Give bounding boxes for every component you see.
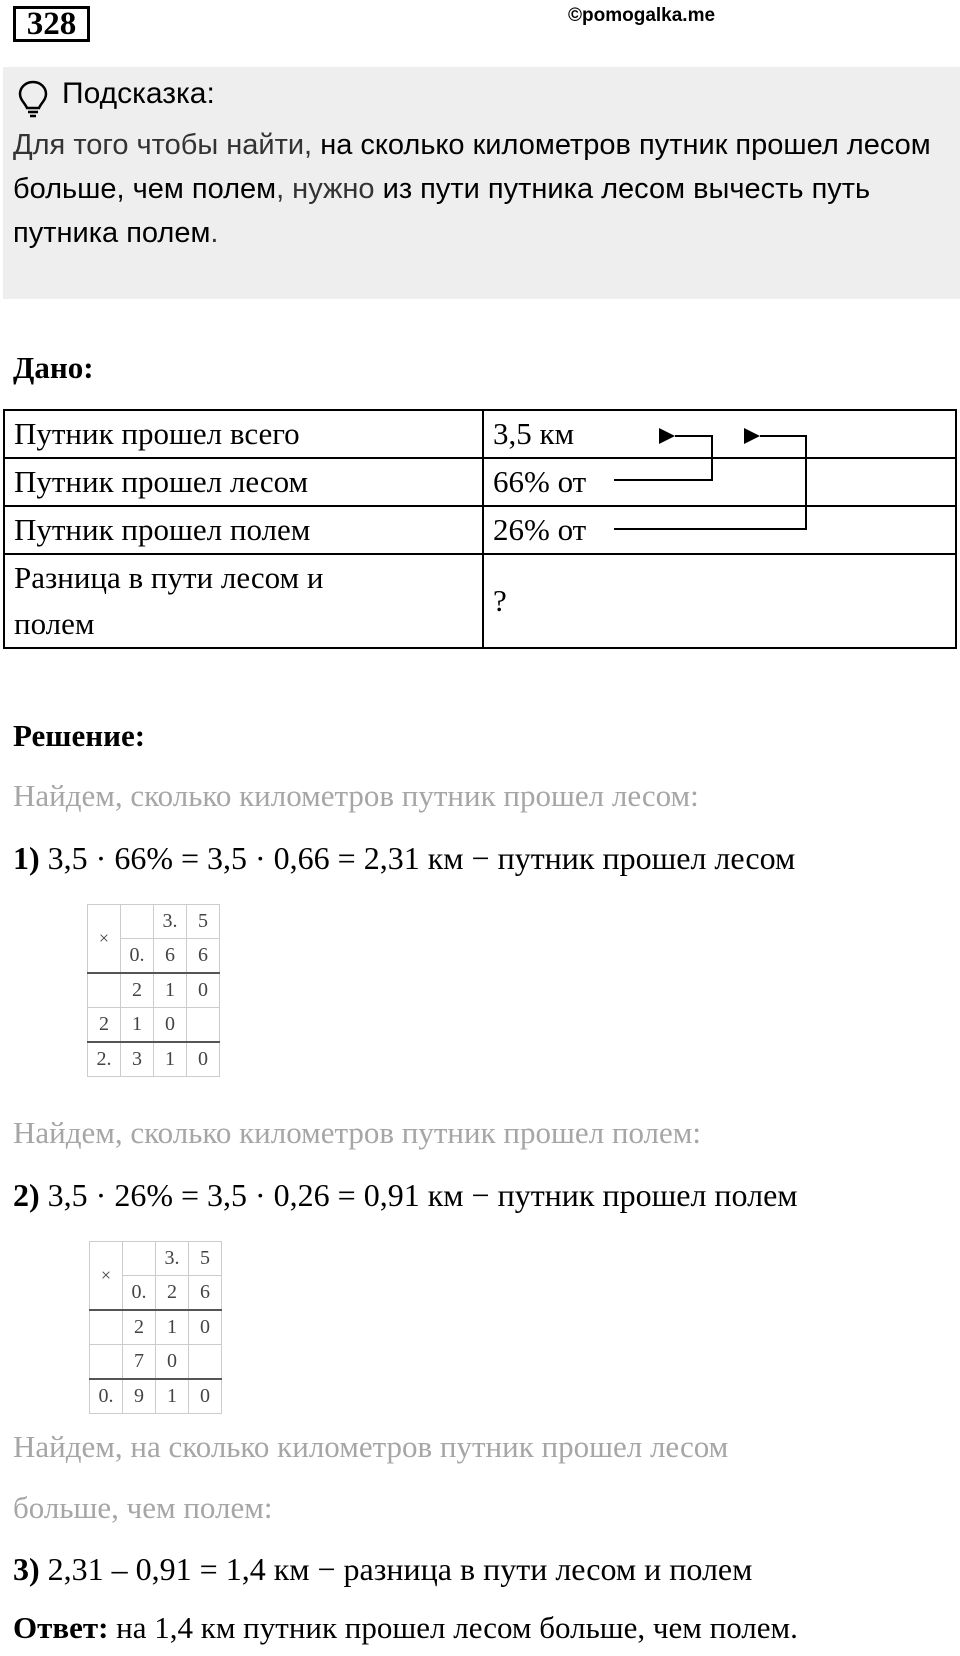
calc-cell: 2 (123, 1310, 156, 1345)
calc-cell: 0 (189, 1310, 222, 1345)
hint-text-part: Для того чтобы найти, (13, 129, 321, 161)
given-value: ? (483, 554, 956, 648)
answer-label: Ответ: (13, 1610, 109, 1645)
calc-cell: 0 (156, 1345, 189, 1380)
calc-cell: 1 (154, 1042, 187, 1077)
task-number: 328 (13, 6, 90, 42)
calc-cell (121, 905, 154, 939)
answer (13, 1610, 798, 1646)
calc-cell: 0. (90, 1379, 123, 1414)
step-number: 2) (13, 1177, 40, 1213)
site-watermark: ©pomogalka.me (568, 5, 716, 26)
given-value: 26% от (483, 506, 956, 554)
calc-cell: 0. (121, 939, 154, 974)
step-number: 1) (13, 840, 40, 876)
solution-hint: Найдем, сколько километров путник прошел полем: (13, 1115, 701, 1150)
multiplication-column-1 (87, 904, 220, 1077)
calc-cell: 6 (154, 939, 187, 974)
calc-cell: 2 (121, 973, 154, 1008)
given-label: Путник прошел всего (4, 410, 483, 458)
given-value: 66% от (483, 458, 956, 506)
calc-cell (189, 1345, 222, 1380)
calc-cell: 0 (154, 1008, 187, 1043)
answer-text: на 1,4 км путник прошел лесом больше, чем полем. (116, 1610, 798, 1645)
multiply-sign: × (90, 1242, 123, 1311)
hint-text-emphasis: на сколько километров путник прошел лесом больше, чем полем (13, 129, 931, 205)
solution-step (13, 1177, 798, 1214)
calc-cell (123, 1242, 156, 1276)
calc-cell: 0 (187, 973, 220, 1008)
calc-cell (88, 973, 121, 1008)
calc-cell: 7 (123, 1345, 156, 1380)
given-row (4, 458, 956, 506)
calc-cell (90, 1345, 123, 1380)
calc-cell: 6 (187, 939, 220, 974)
solution-hint: Найдем, на сколько километров путник прошел лесом (13, 1429, 729, 1464)
hint-title: Подсказка: (62, 77, 215, 110)
calc-cell: 2 (156, 1276, 189, 1311)
solution-step (13, 840, 795, 877)
given-row (4, 506, 956, 554)
calc-cell: 3. (156, 1242, 189, 1276)
calc-cell: 1 (154, 973, 187, 1008)
calc-cell: 6 (189, 1276, 222, 1311)
hint-text (13, 123, 953, 255)
calc-cell: 3 (121, 1042, 154, 1077)
calc-cell: 0 (187, 1042, 220, 1077)
given-table (3, 409, 957, 649)
calc-cell: 2 (88, 1008, 121, 1043)
solution-hint: Найдем, сколько километров путник прошел лесом: (13, 778, 699, 813)
calc-cell: 2. (88, 1042, 121, 1077)
calc-cell: 0 (189, 1379, 222, 1414)
calc-cell: 5 (189, 1242, 222, 1276)
step-number: 3) (13, 1551, 40, 1587)
calc-cell: 1 (156, 1379, 189, 1414)
calc-cell: 0. (123, 1276, 156, 1311)
given-label: Путник прошел полем (4, 506, 483, 554)
hint-text-part: , нужно (276, 173, 383, 205)
given-row (4, 554, 956, 648)
calc-cell: 3. (154, 905, 187, 939)
hint-text-part: . (210, 217, 219, 249)
multiplication-column-2 (89, 1241, 222, 1414)
solution-step (13, 1551, 752, 1588)
calc-cell (187, 1008, 220, 1043)
multiply-sign: × (88, 905, 121, 974)
solution-title: Решение: (13, 718, 146, 753)
step-text: 3,5 · 66% = 3,5 · 0,66 = 2,31 км − путник прошел лесом (47, 840, 796, 876)
calc-cell: 9 (123, 1379, 156, 1414)
given-value: 3,5 км (483, 410, 956, 458)
given-label: Путник прошел лесом (4, 458, 483, 506)
hint-box (3, 67, 960, 299)
given-label (4, 554, 483, 648)
given-row (4, 410, 956, 458)
step-text: 3,5 · 26% = 3,5 · 0,26 = 0,91 км − путник прошел полем (47, 1177, 798, 1213)
given-label-line: Разница в пути лесом и (14, 560, 324, 595)
solution-hint: больше, чем полем: (13, 1490, 273, 1525)
lightbulb-icon (16, 79, 50, 119)
given-title: Дано: (13, 350, 94, 385)
calc-cell: 1 (156, 1310, 189, 1345)
given-label-line: полем (14, 606, 95, 641)
step-text: 2,31 – 0,91 = 1,4 км − разница в пути лесом и полем (47, 1551, 753, 1587)
calc-cell: 5 (187, 905, 220, 939)
calc-cell (90, 1310, 123, 1345)
hint-text-emphasis: из пути путника лесом вычесть путь путника полем (13, 173, 871, 249)
calc-cell: 1 (121, 1008, 154, 1043)
